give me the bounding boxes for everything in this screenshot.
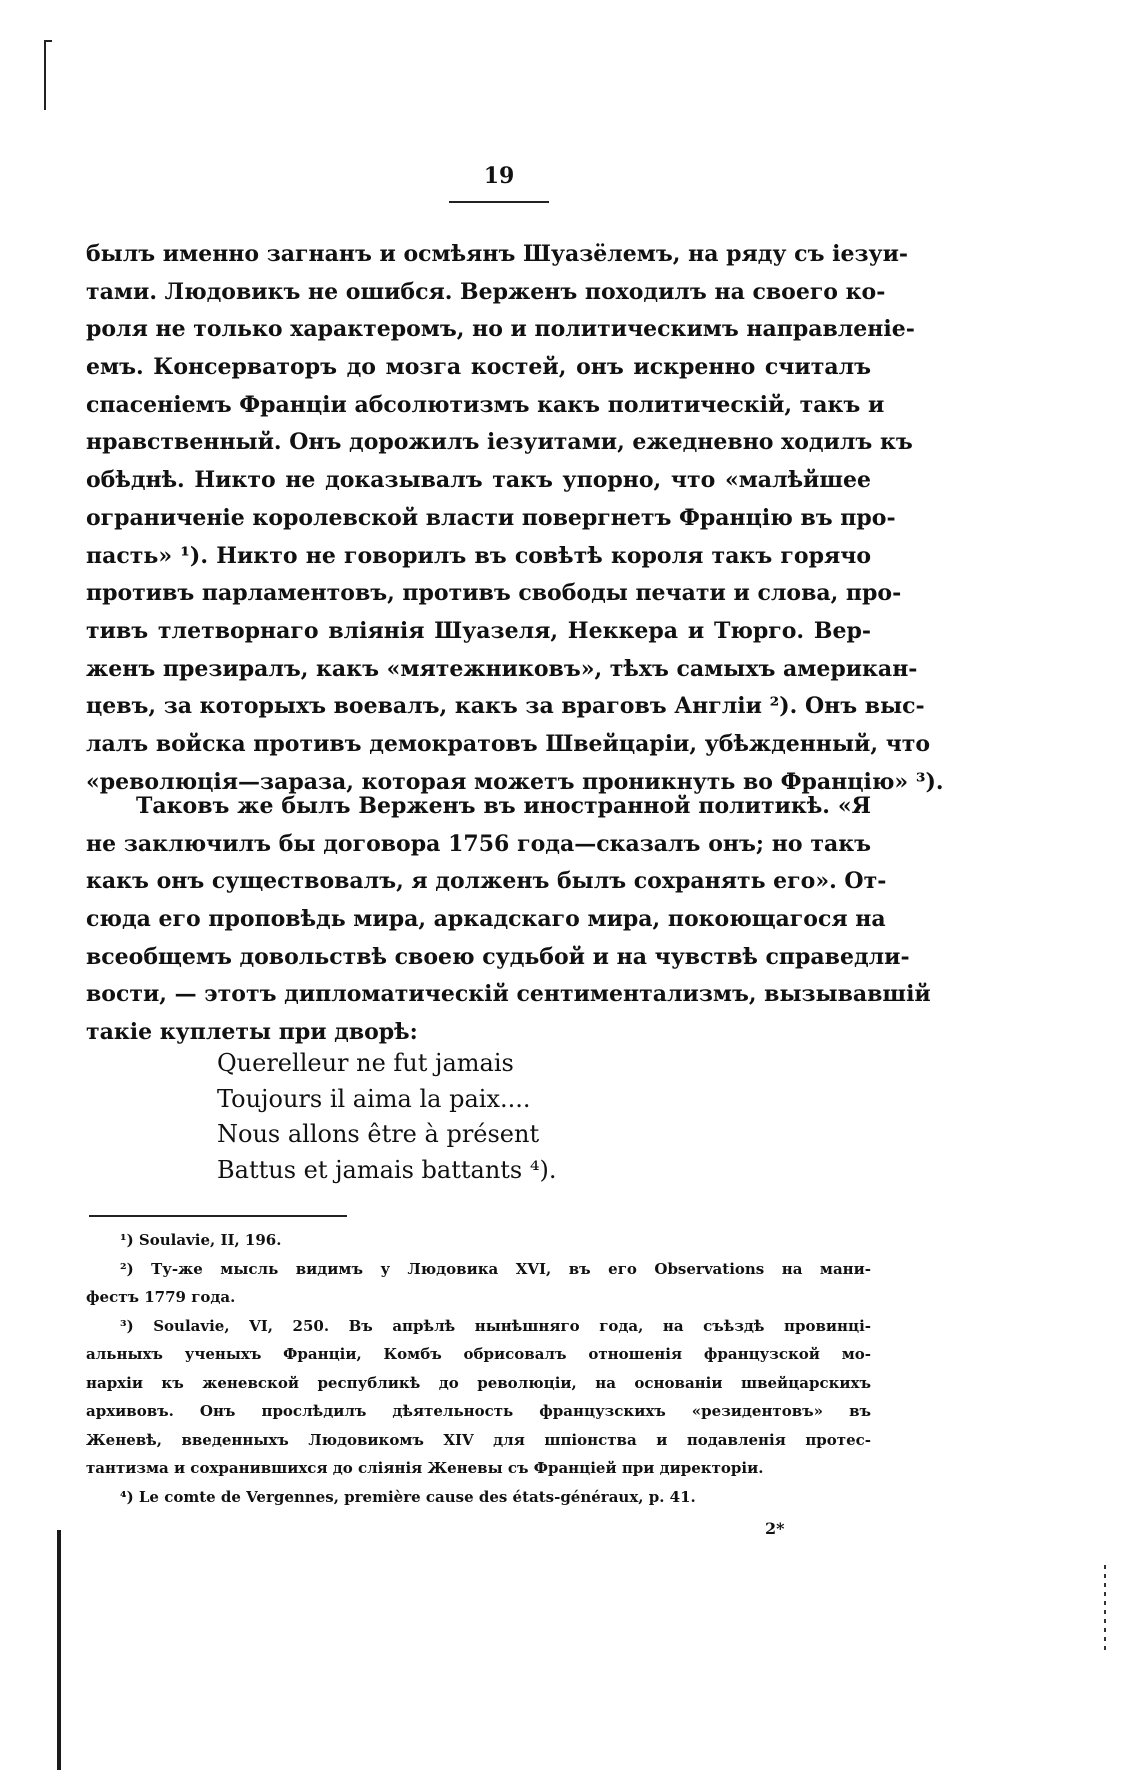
footnote-3-cont: нархіи къ женевской республикѣ до революціи, на основаніи швейцарскихъ bbox=[86, 1373, 871, 1392]
footnote-1: ¹) Soulavie, II, 196. bbox=[120, 1231, 282, 1249]
verse-line: Battus et jamais battants ⁴). bbox=[217, 1155, 557, 1184]
footnote-4: ⁴) Le comte de Vergennes, première cause des états-généraux, p. 41. bbox=[120, 1487, 696, 1506]
paragraph-2 bbox=[86, 788, 931, 1052]
text-line: противъ парламентовъ, противъ свободы печати и слова, про- bbox=[86, 580, 902, 607]
footnote-rule bbox=[89, 1215, 347, 1217]
text-line: женъ презиралъ, какъ «мятежниковъ», тѣхъ самыхъ американ- bbox=[86, 655, 918, 682]
verse-quotation bbox=[217, 1046, 556, 1188]
footnote-3-cont: архивовъ. Онъ прослѣдилъ дѣятельность французскихъ «резидентовъ» въ bbox=[86, 1402, 871, 1420]
text-line: сюда его проповѣдь мира, аркадскаго мира, покоющагося на bbox=[86, 906, 886, 933]
footnote-2-cont: фестъ 1779 года. bbox=[86, 1288, 236, 1306]
footnote-3-cont: альныхъ ученыхъ Франціи, Комбъ обрисовалъ отношенія французской мо- bbox=[86, 1345, 871, 1363]
text-line: какъ онъ существовалъ, я долженъ былъ сохранять его». От- bbox=[86, 868, 887, 895]
signature-mark: 2* bbox=[765, 1519, 785, 1538]
text-line: вости, — этотъ дипломатическій сентиментализмъ, вызывавшій bbox=[86, 981, 931, 1008]
text-line: лалъ войска противъ демократовъ Швейцаріи, убѣжденный, что bbox=[86, 730, 931, 757]
text-line: былъ именно загнанъ и осмѣянъ Шуазёлемъ, на ряду съ іезуи- bbox=[86, 241, 909, 267]
text-line: не заключилъ бы договора 1756 года—сказалъ онъ; но такъ bbox=[86, 830, 871, 857]
verse-line: Toujours il aima la paix.... bbox=[217, 1084, 531, 1113]
text-line: нравственный. Онъ дорожилъ іезуитами, ежедневно ходилъ къ bbox=[86, 429, 913, 456]
footnotes bbox=[86, 1226, 871, 1511]
footnote-3: ³) Soulavie, VI, 250. Въ апрѣлѣ нынѣшняго года, на съѣздѣ провинці- bbox=[120, 1316, 871, 1335]
page-number: 19 bbox=[483, 163, 515, 189]
footnote-2: ²) Ту-же мысль видимъ у Людовика XVI, въ его Observations на мани- bbox=[120, 1259, 871, 1278]
text-line: ограниченіе королевской власти повергнетъ Францію въ про- bbox=[86, 504, 896, 531]
text-line: емъ. Консерваторъ до мозга костей, онъ искренно считалъ bbox=[86, 354, 871, 381]
text-line: такіе куплеты при дворѣ: bbox=[86, 1019, 418, 1046]
scan-margin-mark bbox=[1104, 1565, 1106, 1655]
footnote-3-cont: Женевѣ, введенныхъ Людовикомъ XIV для шпіонства и подавленія протес- bbox=[86, 1430, 871, 1449]
scan-margin-mark bbox=[44, 40, 46, 110]
scan-margin-mark bbox=[57, 1530, 61, 1770]
text-line: обѣднѣ. Никто не доказывалъ такъ упорно, что «малѣйшее bbox=[86, 467, 871, 494]
text-line: цевъ, за которыхъ воевалъ, какъ за враговъ Англіи ²). Онъ выс- bbox=[86, 693, 925, 720]
text-line: тивъ тлетворнаго вліянія Шуазеля, Неккера и Тюрго. Вер- bbox=[86, 617, 871, 644]
text-line: Таковъ же былъ Верженъ въ иностранной политикѣ. «Я bbox=[136, 793, 871, 819]
text-line: спасеніемъ Франціи абсолютизмъ какъ политическій, такъ и bbox=[86, 391, 885, 418]
page-number-rule bbox=[449, 201, 549, 203]
text-line: «революція—зараза, которая можетъ проникнуть во Францію» ³). bbox=[86, 768, 944, 795]
scan-margin-mark bbox=[44, 40, 52, 42]
text-line: всеобщемъ довольствѣ своею судьбой и на чувствѣ справедли- bbox=[86, 943, 910, 970]
paragraph-1 bbox=[86, 236, 944, 801]
verse-line: Nous allons être à présent bbox=[217, 1120, 540, 1148]
text-line: роля не только характеромъ, но и политическимъ направленіе- bbox=[86, 316, 915, 343]
text-line: тами. Людовикъ не ошибся. Верженъ походилъ на своего ко- bbox=[86, 278, 886, 305]
footnote-3-cont: тантизма и сохранившихся до сліянія Женевы съ Франціей при директоріи. bbox=[86, 1459, 764, 1477]
verse-line: Querelleur ne fut jamais bbox=[217, 1049, 514, 1077]
text-line: пасть» ¹). Никто не говорилъ въ совѣтѣ короля такъ горячо bbox=[86, 542, 871, 569]
